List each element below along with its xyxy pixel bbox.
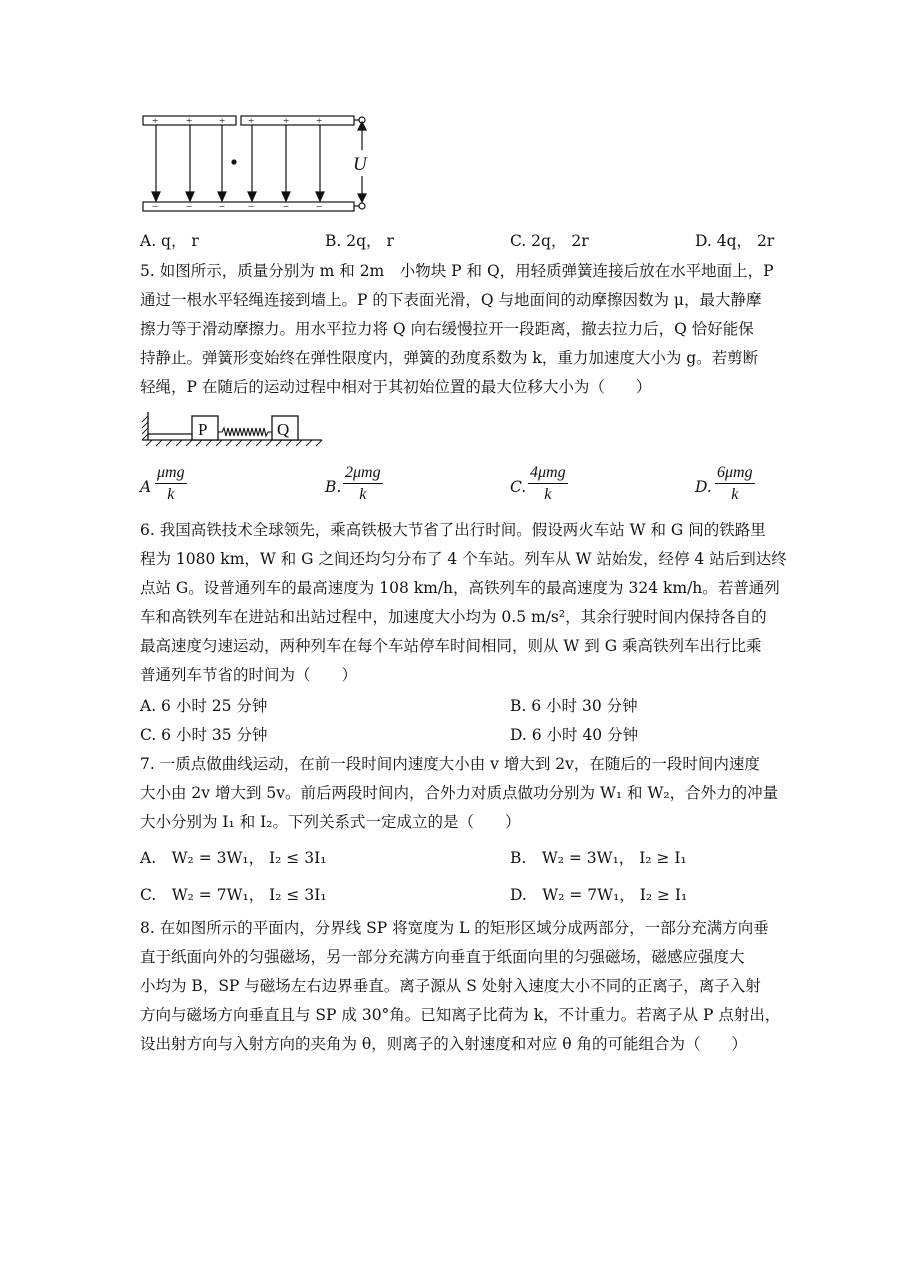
spring-block-figure: [140, 410, 330, 452]
q5-option-b-letter: B.: [325, 478, 342, 496]
q6-option-d: D. 6 小时 40 分钟: [510, 726, 639, 744]
q7-option-b: B. W₂ = 3W₁， I₂ ≥ I₁: [510, 849, 687, 867]
q5-text-line: 轻绳，P 在随后的运动过程中相对于其初始位置的最大位移大小为（ ）: [140, 378, 652, 396]
q6-text-line: 程为 1080 km，W 和 G 之间还均匀分布了 4 个车站。列车从 W 站始发，经停 4 站后到达终: [140, 550, 787, 568]
q7-option-a: A. W₂ = 3W₁， I₂ ≤ 3I₁: [140, 849, 327, 867]
q6-option-a: A. 6 小时 25 分钟: [140, 697, 268, 715]
q4-option-a: A. q， r: [140, 232, 199, 250]
q6-text-line: 车和高铁列车在进站和出站过程中，加速度大小均为 0.5 m/s²，其余行驶时间内保持各自的: [140, 608, 767, 626]
svg-text:+: +: [316, 115, 323, 127]
q5-text-line: 通过一根水平轻绳连接到墙上。P 的下表面光滑，Q 与地面间的动摩擦因数为 μ，最大静摩: [140, 291, 762, 309]
q7-text-line: 大小分别为 I₁ 和 I₂。下列关系式一定成立的是（ ）: [140, 813, 521, 831]
svg-text:−: −: [316, 201, 323, 213]
q6-text-line: 普通列车节省的时间为（ ）: [140, 666, 358, 684]
svg-text:P: P: [198, 420, 208, 439]
svg-text:+: +: [152, 115, 159, 127]
svg-text:−: −: [283, 201, 290, 213]
q5-option-c-fraction: 4μmg k: [530, 464, 566, 503]
q5-option-a-fraction: μmg k: [157, 464, 185, 503]
q5-text-line: 持静止。弹簧形变始终在弹性限度内，弹簧的劲度系数为 k，重力加速度大小为 g。若剪断: [140, 349, 759, 367]
q7-text-line: 大小由 2v 增大到 5v。前后两段时间内，合外力对质点做功分别为 W₁ 和 W₂，合外力的冲量: [140, 784, 779, 802]
q6-option-b: B. 6 小时 30 分钟: [510, 697, 638, 715]
q6-option-c: C. 6 小时 35 分钟: [140, 726, 268, 744]
q7-text-line: 7. 一质点做曲线运动，在前一段时间内速度大小由 v 增大到 2v，在随后的一段时间内速度: [140, 755, 760, 773]
svg-text:Q: Q: [277, 420, 290, 439]
svg-text:+: +: [186, 115, 193, 127]
q4-option-b: B. 2q， r: [325, 232, 394, 250]
q4-option-c: C. 2q， 2r: [510, 232, 589, 250]
q7-option-c: C. W₂ = 7W₁， I₂ ≤ 3I₁: [140, 886, 327, 904]
q8-text-line: 小均为 B，SP 与磁场左右边界垂直。离子源从 S 处射入速度大小不同的正离子，离子入射: [140, 977, 761, 995]
svg-text:U: U: [353, 154, 367, 175]
capacitor-figure: [138, 110, 378, 220]
svg-text:+: +: [219, 115, 226, 127]
q8-text-line: 设出射方向与入射方向的夹角为 θ，则离子的入射速度和对应 θ 角的可能组合为（ ）: [140, 1035, 747, 1053]
q8-text-line: 直于纸面向外的匀强磁场，另一部分充满方向垂直于纸面向里的匀强磁场，磁感应强度大: [140, 948, 745, 966]
q5-option-d-fraction: 6μmg k: [717, 464, 753, 503]
q6-text-line: 点站 G。设普通列车的最高速度为 108 km/h，高铁列车的最高速度为 324 km/h。若普通列: [140, 579, 780, 597]
svg-text:−: −: [152, 201, 159, 213]
svg-text:−: −: [219, 201, 226, 213]
q5-option-d-letter: D.: [695, 478, 712, 496]
q7-option-d: D. W₂ = 7W₁， I₂ ≥ I₁: [510, 886, 688, 904]
q5-option-b-fraction: 2μmg k: [345, 464, 381, 503]
q8-text-line: 方向与磁场方向垂直且与 SP 成 30°角。已知离子比荷为 k，不计重力。若离子从 P 点射出，: [140, 1006, 781, 1024]
q5-text-line: 5. 如图所示，质量分别为 m 和 2m 小物块 P 和 Q，用轻质弹簧连接后放在水平地面上，P: [140, 262, 774, 280]
svg-text:−: −: [248, 201, 255, 213]
q6-text-line: 最高速度匀速运动，两种列车在每个车站停车时间相同，则从 W 到 G 乘高铁列车出行比乘: [140, 637, 762, 655]
q6-text-line: 6. 我国高铁技术全球领先，乘高铁极大节省了出行时间。假设两火车站 W 和 G 间的铁路里: [140, 521, 766, 539]
svg-text:+: +: [283, 115, 290, 127]
svg-text:−: −: [186, 201, 193, 213]
q5-option-c-letter: C.: [510, 478, 527, 496]
q8-text-line: 8. 在如图所示的平面内，分界线 SP 将宽度为 L 的矩形区域分成两部分，一部分充满方向垂: [140, 919, 769, 937]
q5-option-a-letter: A: [140, 478, 152, 496]
svg-text:+: +: [248, 115, 255, 127]
q4-option-d: D. 4q， 2r: [695, 232, 775, 250]
q5-text-line: 擦力等于滑动摩擦力。用水平拉力将 Q 向右缓慢拉开一段距离，撤去拉力后，Q 恰好能保: [140, 320, 754, 338]
